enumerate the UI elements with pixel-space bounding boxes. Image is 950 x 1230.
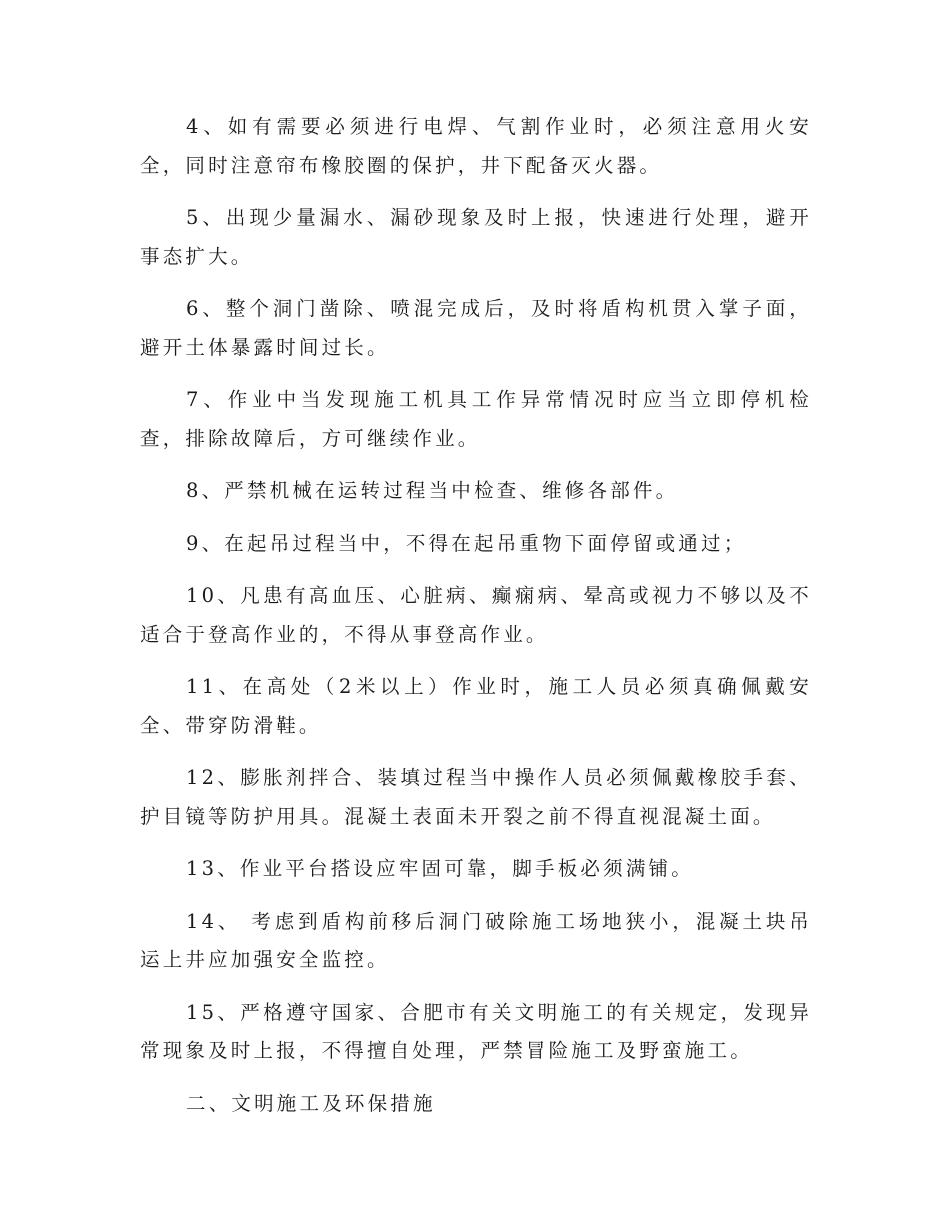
paragraph-item-13: 13、作业平台搭设应牢固可靠，脚手板必须满铺。	[186, 857, 694, 880]
paragraph-item-15: 15、严格遵守国家、合肥市有关文明施工的有关规定，发现异常现象及时上报，不得擅自处理，严禁冒险施工及野蛮施工。	[140, 1000, 812, 1062]
paragraph-item-14: 14、 考虑到盾构前移后洞门破除施工场地狭小，混凝土块吊运上井应加强安全监控。	[140, 909, 812, 971]
paragraph-item-7: 7、作业中当发现施工机具工作异常情况时应当立即停机检查，排除故障后，方可继续作业。	[140, 388, 812, 450]
section-heading: 二、文明施工及环保措施	[186, 1091, 436, 1115]
paragraph-item-4: 4、如有需要必须进行电焊、气割作业时，必须注意用火安全，同时注意帘布橡胶圈的保护，井下配备灭火器。	[140, 115, 812, 177]
paragraph-item-9: 9、在起吊过程当中，不得在起吊重物下面停留或通过；	[186, 531, 747, 555]
paragraph-item-10: 10、凡患有高血压、心脏病、癫痫病、晕高或视力不够以及不适合于登高作业的，不得从事登高作业。	[140, 584, 812, 646]
paragraph-item-8: 8、严禁机械在运转过程当中检查、维修各部件。	[186, 479, 679, 502]
paragraph-item-11: 11、在高处（2米以上）作业时，施工人员必须真确佩戴安全、带穿防滑鞋。	[140, 675, 812, 737]
paragraph-item-6: 6、整个洞门凿除、喷混完成后，及时将盾构机贯入掌子面，避开土体暴露时间过长。	[140, 297, 812, 359]
paragraph-item-5: 5、出现少量漏水、漏砂现象及时上报，快速进行处理，避开事态扩大。	[140, 206, 812, 268]
document-body	[140, 108, 812, 1137]
paragraph-item-12: 12、膨胀剂拌合、装填过程当中操作人员必须佩戴橡胶手套、护目镜等防护用具。混凝土表面未开裂之前不得直视混凝土面。	[140, 766, 812, 828]
